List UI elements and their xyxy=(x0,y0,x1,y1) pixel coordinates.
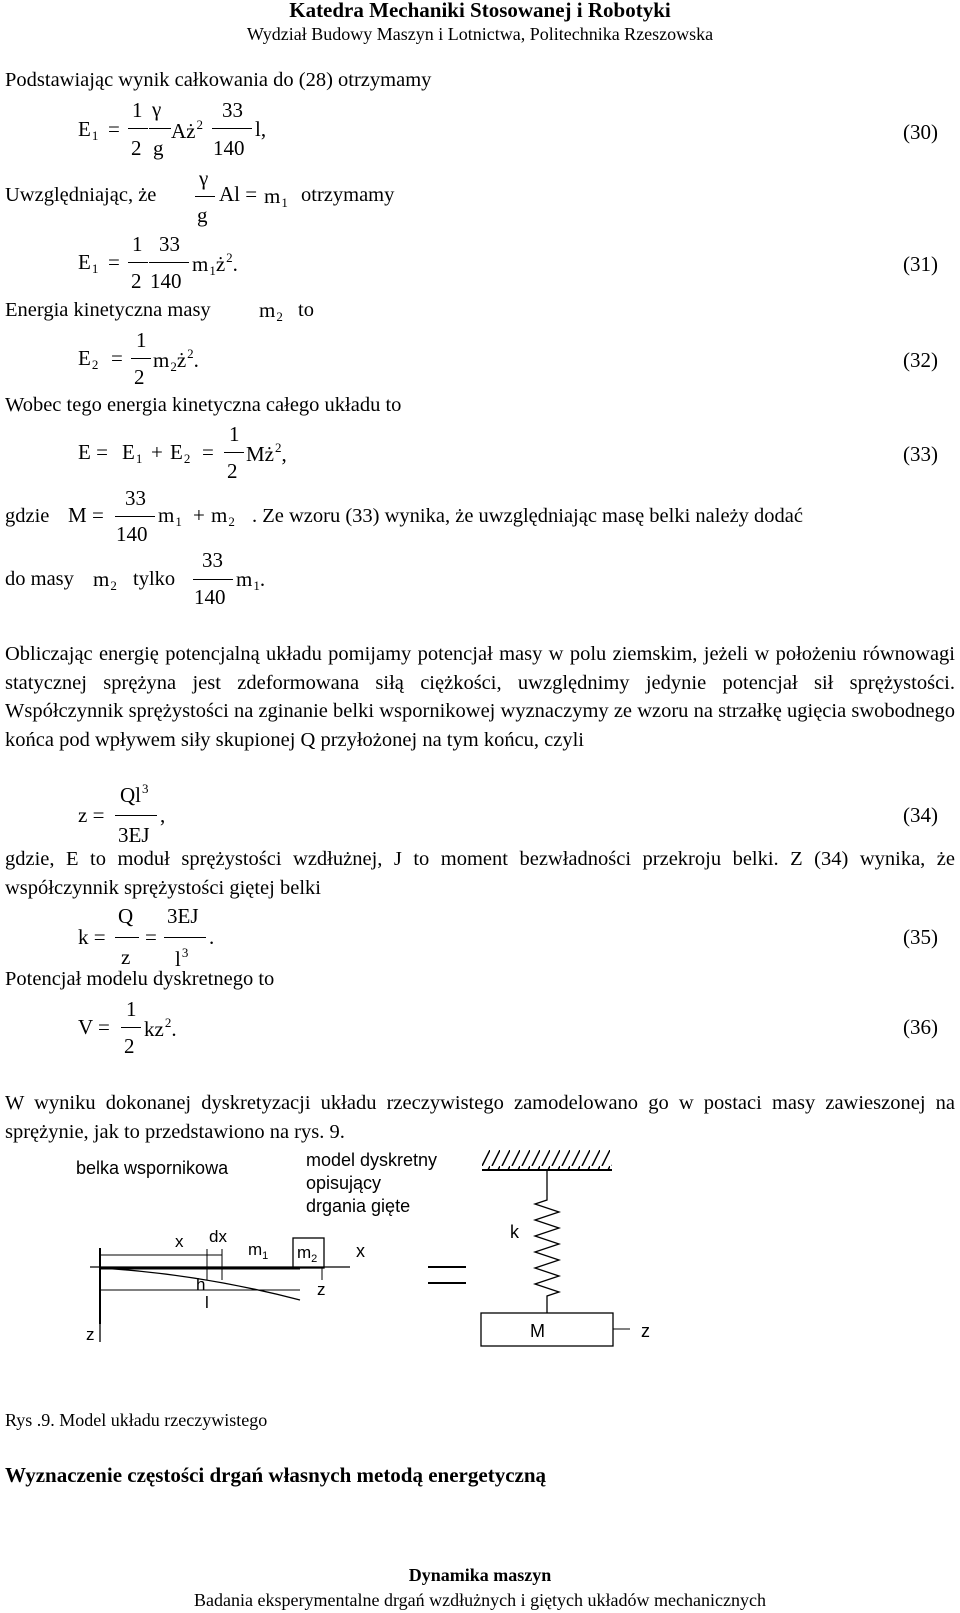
section-title: Wyznaczenie częstości drgań własnych metodą energetyczną xyxy=(5,1463,547,1487)
equation-number-36: (36) xyxy=(903,1015,938,1039)
l-label: l xyxy=(205,1293,209,1312)
figure-9-diagram xyxy=(0,1150,960,1395)
z-axis-label-left: z xyxy=(86,1325,95,1344)
paragraph-9: Potencjał modelu dyskretnego to xyxy=(5,968,275,990)
header-title: Katedra Mechaniki Stosowanej i Robotyki xyxy=(289,0,671,22)
beam-label: belka wspornikowa xyxy=(76,1158,229,1178)
equation-number-33: (33) xyxy=(903,442,938,466)
x-axis-label: x xyxy=(356,1241,365,1261)
equation-number-32: (32) xyxy=(903,348,938,372)
figure-caption: Rys .9. Model układu rzeczywistego xyxy=(5,1410,268,1430)
z-label-mass: z xyxy=(641,1321,650,1341)
h-label: h xyxy=(196,1275,206,1294)
model-label-line2: opisujący xyxy=(306,1173,382,1193)
paragraph-4: Wobec tego energia kinetyczna całego układu to xyxy=(5,394,402,416)
paragraph-10: W wyniku dokonanej dyskretyzacji układu rzeczywistego zamodelowano go w postaci masy zawieszonej na sprężynie, jak to przedstawiono na rys. 9. xyxy=(5,1092,955,1143)
paragraph-8: gdzie, E to moduł sprężystości wzdłużnej, J to moment bezwładności przekroju belki. Z (34) wynika, że współczynnik sprężystości giętej belki xyxy=(5,848,955,899)
header-subtitle: Wydział Budowy Maszyn i Lotnictwa, Politechnika Rzeszowska xyxy=(246,24,714,44)
z-label-tip: z xyxy=(317,1280,326,1299)
spring xyxy=(535,1170,559,1313)
m2-label: $m_2$ xyxy=(297,1243,318,1265)
m1-label: $m_1$ xyxy=(248,1240,269,1262)
model-label-line1: model dyskretny xyxy=(306,1150,438,1170)
equation-number-34: (34) xyxy=(903,803,938,827)
paragraph-1: Podstawiając wynik całkowania do (28) otrzymamy xyxy=(5,69,432,91)
paragraph-7: Obliczając energię potencjalną układu pomijamy potencjał masy w polu ziemskim, jeżeli w położeniu równowagi statycznej sprężyna jest zdeformowana siłą ciężkości, uwzględnimy jedynie potencjał sił sprężystości. Współczynnik sprężystości na zginanie belki wspornikowej wyznaczymy ze wzoru na strzałkę ugięcia swobodnego końca pod wpływem siły skupionej Q przyłożonej na tym końcu, czyli xyxy=(5,643,955,751)
k-label: k xyxy=(510,1222,519,1242)
footer-title: Dynamika maszyn xyxy=(408,1565,552,1585)
model-label-line3: drgania gięte xyxy=(306,1196,411,1216)
M-label: M xyxy=(530,1321,545,1341)
ceiling-hatch xyxy=(482,1150,612,1170)
mass-box xyxy=(481,1313,613,1346)
equation-number-35: (35) xyxy=(903,925,938,949)
dx-label: dx xyxy=(209,1227,227,1246)
footer-subtitle: Badania eksperymentalne drgań wzdłużnych i giętych układów mechanicznych xyxy=(194,1590,766,1610)
equation-number-30: (30) xyxy=(903,120,938,144)
x-label: x xyxy=(175,1232,184,1251)
equation-number-31: (31) xyxy=(903,252,938,276)
